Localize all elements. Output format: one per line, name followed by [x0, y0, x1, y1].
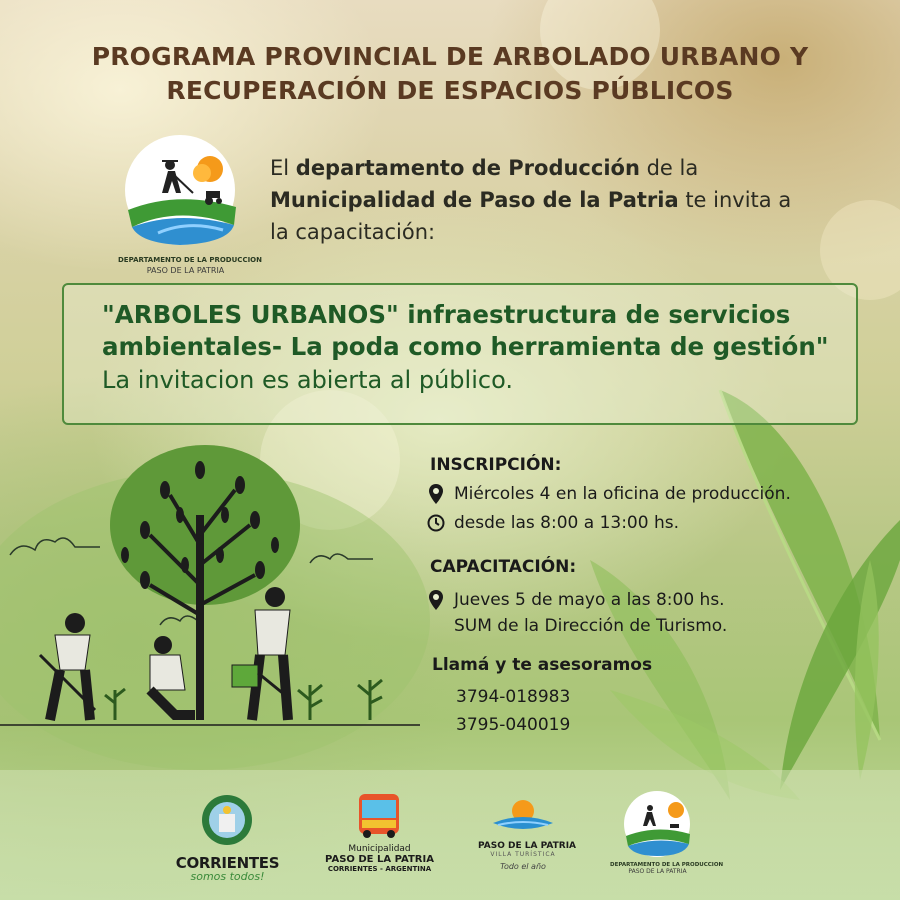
- dept-logo-line2: PASO DE LA PATRIA: [146, 266, 225, 275]
- topic-line-1: "ARBOLES URBANOS" infraestructura de servicios: [102, 300, 791, 329]
- inscripcion-time-row: [426, 513, 679, 533]
- dept-footer-line2: PASO DE LA PATRIA: [628, 868, 687, 875]
- title-line-2: RECUPERACIÓN DE ESPACIOS PÚBLICOS: [166, 76, 734, 105]
- footer-band: [0, 770, 900, 900]
- clock-icon: [426, 514, 446, 532]
- contact-heading: Llamá y te asesoramos: [432, 655, 653, 675]
- topic-invitation-note: La invitacion es abierta al público.: [102, 366, 513, 394]
- intro-text: [270, 152, 810, 248]
- villa-turistica-logo: [478, 795, 577, 871]
- location-pin-icon: [426, 484, 446, 504]
- villa-sub: VILLA TURÍSTICA: [490, 851, 556, 858]
- capacitacion-venue: SUM de la Dirección de Turismo.: [454, 616, 728, 636]
- corrientes-name: CORRIENTES: [175, 854, 280, 872]
- inscripcion-heading: INSCRIPCIÓN:: [430, 455, 562, 475]
- inscripcion-place: Miércoles 4 en la oficina de producción.: [454, 484, 791, 504]
- location-pin-icon: [426, 590, 446, 610]
- capacitacion-date: Jueves 5 de mayo a las 8:00 hs.: [454, 590, 725, 610]
- intro-dept-name: departamento de Producción: [295, 156, 640, 180]
- intro-part-5: te invita a la capacitación:: [270, 188, 792, 244]
- dept-footer-line1: DEPARTAMENTO DE LA PRODUCCION: [610, 862, 724, 868]
- intro-municipality-name: Municipalidad de Paso de la Patria: [270, 188, 679, 212]
- intro-part-3: de la: [639, 156, 699, 180]
- page-title: [20, 40, 880, 108]
- dept-logo-line1: DEPARTAMENTO DE LA PRODUCCION: [118, 256, 262, 264]
- intro-part-1: El: [270, 156, 296, 180]
- corrientes-logo: [170, 790, 285, 883]
- capacitacion-venue-row: [454, 616, 727, 636]
- inscripcion-place-row: [426, 484, 791, 504]
- sun-wave-icon: [478, 795, 568, 837]
- bus-badge-icon: [322, 790, 437, 840]
- farmer-landscape-icon: [610, 790, 705, 858]
- title-line-1: PROGRAMA PROVINCIAL DE ARBOLADO URBANO Y: [91, 42, 809, 71]
- inscripcion-time: desde las 8:00 a 13:00 hs.: [454, 513, 679, 533]
- topic-line-2: ambientales- La poda como herramienta de gestión": [102, 332, 829, 361]
- phone-number-1: 3794-018983: [456, 687, 571, 707]
- villa-name: PASO DE LA PATRIA: [478, 841, 577, 851]
- municipality-logo: [322, 790, 437, 873]
- corrientes-slogan: somos todos!: [190, 870, 265, 883]
- villa-slogan: Todo el año: [500, 862, 546, 871]
- dept-production-footer-logo: [610, 790, 724, 875]
- farmer-landscape-icon: [118, 135, 253, 250]
- tree-planting-illustration: [0, 445, 420, 745]
- dept-production-logo: [118, 135, 262, 275]
- capacitacion-heading: CAPACITACIÓN:: [430, 557, 577, 577]
- training-topic-box: [62, 283, 858, 425]
- muni-sub: CORRIENTES - ARGENTINA: [327, 865, 432, 873]
- muni-label: Municipalidad: [348, 844, 411, 854]
- capacitacion-row: [426, 590, 725, 610]
- phone-number-2: 3795-040019: [456, 715, 571, 735]
- muni-name: PASO DE LA PATRIA: [325, 854, 434, 865]
- corrientes-seal-icon: [170, 790, 285, 850]
